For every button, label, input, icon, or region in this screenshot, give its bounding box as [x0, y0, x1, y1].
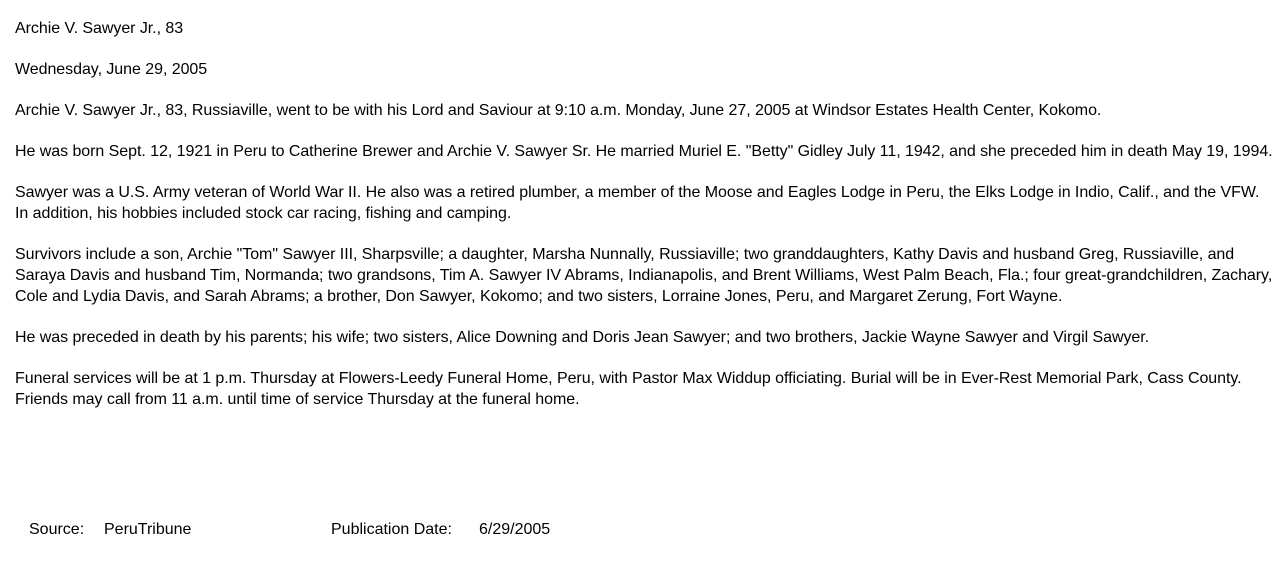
- paragraph-preceded: He was preceded in death by his parents; his wife; two sisters, Alice Downing and Doris Jean Sawyer; and two brothers, Jackie Wayne Sawyer and Virgil Sawyer.: [15, 329, 1150, 346]
- paragraph-career: Sawyer was a U.S. Army veteran of World War II. He also was a retired plumber, a member of the Moose and Eagles Lodge in Peru, the Elks Lodge in Indio, Calif., and the VFW. In addition, his hobbies included stock car racing, fishing and camping.: [15, 184, 1260, 222]
- paragraph-survivors: Survivors include a son, Archie "Tom" Sawyer III, Sharpsville; a daughter, Marsha Nunnally, Russiaville; two granddaughters, Kathy Davis and husband Greg, Russiaville, and Saraya Davis and husband Tim, Normanda; two grandsons, Tim A. Sawyer IV Abrams, Indianapolis, and Brent Williams, West Palm Beach, Fla.; four great-grandchildren, Zachary, Cole and Lydia Davis, and Sarah Abrams; a brother, Don Sawyer, Kokomo; and two sisters, Lorraine Jones, Peru, and Margaret Zerung, Fort Wayne.: [15, 246, 1273, 305]
- paragraph-birth-marriage: He was born Sept. 12, 1921 in Peru to Catherine Brewer and Archie V. Sawyer Sr. He married Muriel E. "Betty" Gidley July 11, 1942, and she preceded him in death May 19, 1994.: [15, 143, 1273, 160]
- publication-date-value: 6/29/2005: [479, 521, 551, 538]
- obituary-document: [15, 18, 1277, 430]
- paragraph-death-notice: Archie V. Sawyer Jr., 83, Russiaville, went to be with his Lord and Saviour at 9:10 a.m. Monday, June 27, 2005 at Windsor Estates Health Center, Kokomo.: [15, 102, 1102, 119]
- obituary-title: Archie V. Sawyer Jr., 83: [15, 20, 184, 37]
- paragraph-services: Funeral services will be at 1 p.m. Thursday at Flowers-Leedy Funeral Home, Peru, with Pastor Max Widdup officiating. Burial will be in Ever-Rest Memorial Park, Cass County. Friends may call from 11 a.m. until time of service Thursday at the funeral home.: [15, 370, 1242, 408]
- source-value: PeruTribune: [104, 521, 192, 538]
- publication-date-label: Publication Date:: [331, 521, 452, 538]
- source-label: Source:: [29, 521, 85, 538]
- obituary-date: Wednesday, June 29, 2005: [15, 61, 208, 78]
